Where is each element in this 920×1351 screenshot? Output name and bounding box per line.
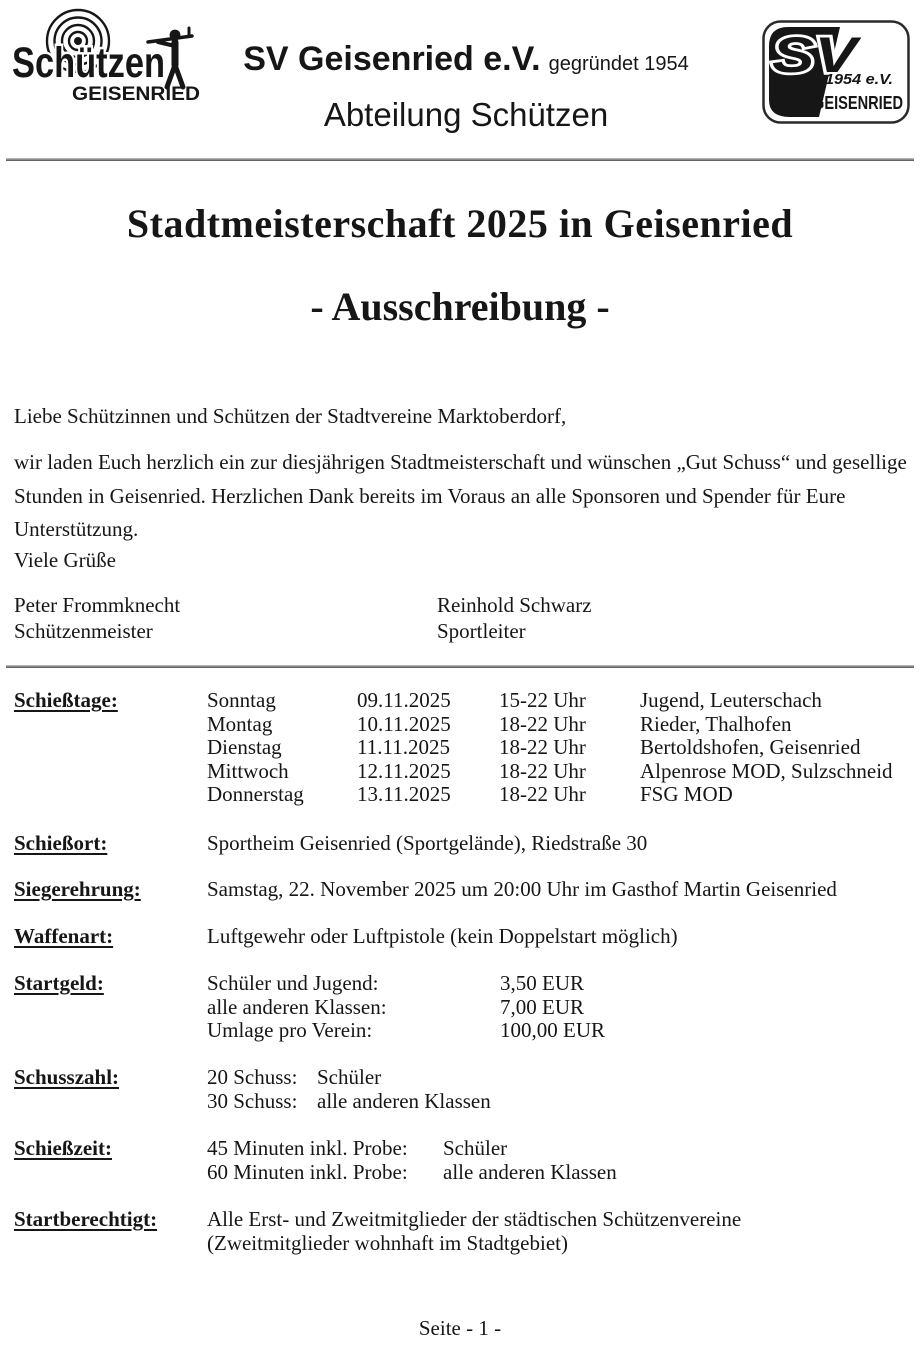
schiesstage-table: [207, 689, 893, 807]
letterhead: [210, 34, 722, 139]
section-schiessort: [14, 832, 910, 856]
signatory-right: [437, 592, 592, 644]
intro-paragraph: wir laden Euch herzlich ein zur diesjährigen Stadtmeisterschaft und wünschen „Gut Schuss“ und gesellige Stunden in Geisenried. Herzlichen Dank bereits im Voraus an alle Sponsoren und Spender für Eure Unterstützung.: [14, 450, 907, 541]
fee-desc: Umlage pro Verein:: [207, 1018, 373, 1043]
clubs-cell: Bertoldshofen, Geisenried: [640, 735, 861, 760]
eligibility-line: (Zweitmitglieder wohnhaft im Stadtgebiet): [207, 1230, 568, 1255]
date-cell: 13.11.2025: [357, 782, 451, 807]
section-schiesszeit: [14, 1137, 910, 1184]
section-startgeld: [14, 972, 910, 1043]
shots-class: Schüler: [317, 1065, 382, 1089]
signatory-name: Reinhold Schwarz: [437, 593, 592, 617]
section-label: Schießtage:: [14, 688, 118, 712]
startgeld-table: [207, 972, 605, 1043]
club-badge-sv: [762, 20, 910, 124]
schusszahl-table: [207, 1066, 491, 1113]
badge-year-label: 1954 e.V.: [825, 71, 893, 88]
section-label: Schießort:: [14, 831, 108, 855]
club-logo-schuetzen: [12, 8, 207, 110]
section-label: Startberechtigt:: [14, 1207, 158, 1231]
target-shooter-logo-icon: [12, 8, 207, 110]
section-label: Siegerehrung:: [14, 877, 141, 901]
signatory-role: Sportleiter: [437, 619, 526, 643]
shots-class: alle anderen Klassen: [317, 1088, 491, 1113]
shots-desc: 20 Schuss:: [207, 1065, 298, 1089]
signatory-left: [14, 592, 180, 644]
time-cell: 18-22 Uhr: [499, 711, 586, 736]
document-subtitle: - Ausschreibung -: [310, 284, 610, 329]
department-label: Abteilung Schützen: [323, 96, 609, 133]
clubs-cell: FSG MOD: [640, 782, 733, 807]
fee-desc: Schüler und Jugend:: [207, 971, 379, 995]
time-cell: 18-22 Uhr: [499, 735, 586, 760]
club-name-line: [210, 34, 722, 91]
section-label: Schießzeit:: [14, 1136, 112, 1160]
badge-town-label: GEISENRIED: [813, 92, 903, 113]
time-desc: 60 Minuten inkl. Probe:: [207, 1159, 408, 1184]
shooter-head: [170, 30, 181, 41]
page-number: Seite - 1 -: [418, 1316, 502, 1340]
document-title: Stadtmeisterschaft 2025 in Geisenried: [126, 201, 794, 246]
section-value: Samstag, 22. November 2025 um 20:00 Uhr im Gasthof Martin Geisenried: [207, 877, 837, 901]
day-cell: Montag: [207, 711, 273, 736]
sv-badge-icon: [762, 20, 910, 124]
clubs-cell: Rieder, Thalhofen: [640, 711, 792, 736]
clubs-cell: Alpenrose MOD, Sulzschneid: [640, 758, 893, 783]
time-cell: 18-22 Uhr: [499, 758, 586, 783]
clubs-cell: Jugend, Leuterschach: [640, 688, 822, 712]
section-value: Sportheim Geisenried (Sportgelände), Riedstraße 30: [207, 831, 648, 855]
founded-label: gegründet 1954: [548, 53, 689, 75]
time-cell: 15-22 Uhr: [499, 688, 586, 712]
section-waffenart: [14, 925, 910, 949]
section-label: Schusszahl:: [14, 1065, 120, 1089]
logo-wordmark: Schützen: [12, 39, 165, 87]
time-desc: 45 Minuten inkl. Probe:: [207, 1136, 408, 1160]
date-cell: 12.11.2025: [357, 758, 451, 783]
section-label: Startgeld:: [14, 971, 104, 995]
date-cell: 09.11.2025: [357, 688, 451, 712]
fee-amount: 100,00 EUR: [500, 1018, 605, 1043]
fee-amount: 7,00 EUR: [500, 994, 584, 1019]
section-value: Luftgewehr oder Luftpistole (kein Doppelstart möglich): [207, 924, 678, 948]
signatory-role: Schützenmeister: [14, 619, 153, 643]
eligibility-line: Alle Erst- und Zweitmitglieder der städtischen Schützenvereine: [207, 1207, 742, 1231]
time-class: Schüler: [443, 1136, 508, 1160]
club-name: SV Geisenried e.V.: [243, 40, 541, 78]
date-cell: 10.11.2025: [357, 711, 451, 736]
fee-amount: 3,50 EUR: [500, 971, 584, 995]
time-class: alle anderen Klassen: [443, 1159, 617, 1184]
startberechtigt-text: [207, 1208, 741, 1255]
section-schiesstage: [14, 689, 910, 807]
date-cell: 11.11.2025: [357, 735, 450, 760]
section-divider: [6, 665, 914, 668]
section-label: Waffenart:: [14, 924, 114, 948]
day-cell: Dienstag: [207, 735, 282, 760]
signatory-name: Peter Frommknecht: [14, 593, 181, 617]
section-startberechtigt: [14, 1208, 910, 1255]
schiesszeit-table: [207, 1137, 617, 1184]
fee-desc: alle anderen Klassen:: [207, 994, 387, 1019]
section-schusszahl: [14, 1066, 910, 1113]
badge-initials: SV: [772, 27, 862, 83]
day-cell: Mittwoch: [207, 758, 289, 783]
salutation: Liebe Schützinnen und Schützen der Stadtvereine Marktoberdorf,: [14, 404, 567, 428]
closing-greeting: Viele Grüße: [14, 548, 116, 572]
logo-town-label: GEISENRIED: [72, 84, 200, 105]
time-cell: 18-22 Uhr: [499, 782, 586, 807]
day-cell: Donnerstag: [207, 782, 304, 807]
header-divider: [6, 158, 914, 161]
day-cell: Sonntag: [207, 688, 276, 712]
section-siegerehrung: [14, 878, 910, 902]
shots-desc: 30 Schuss:: [207, 1088, 298, 1113]
